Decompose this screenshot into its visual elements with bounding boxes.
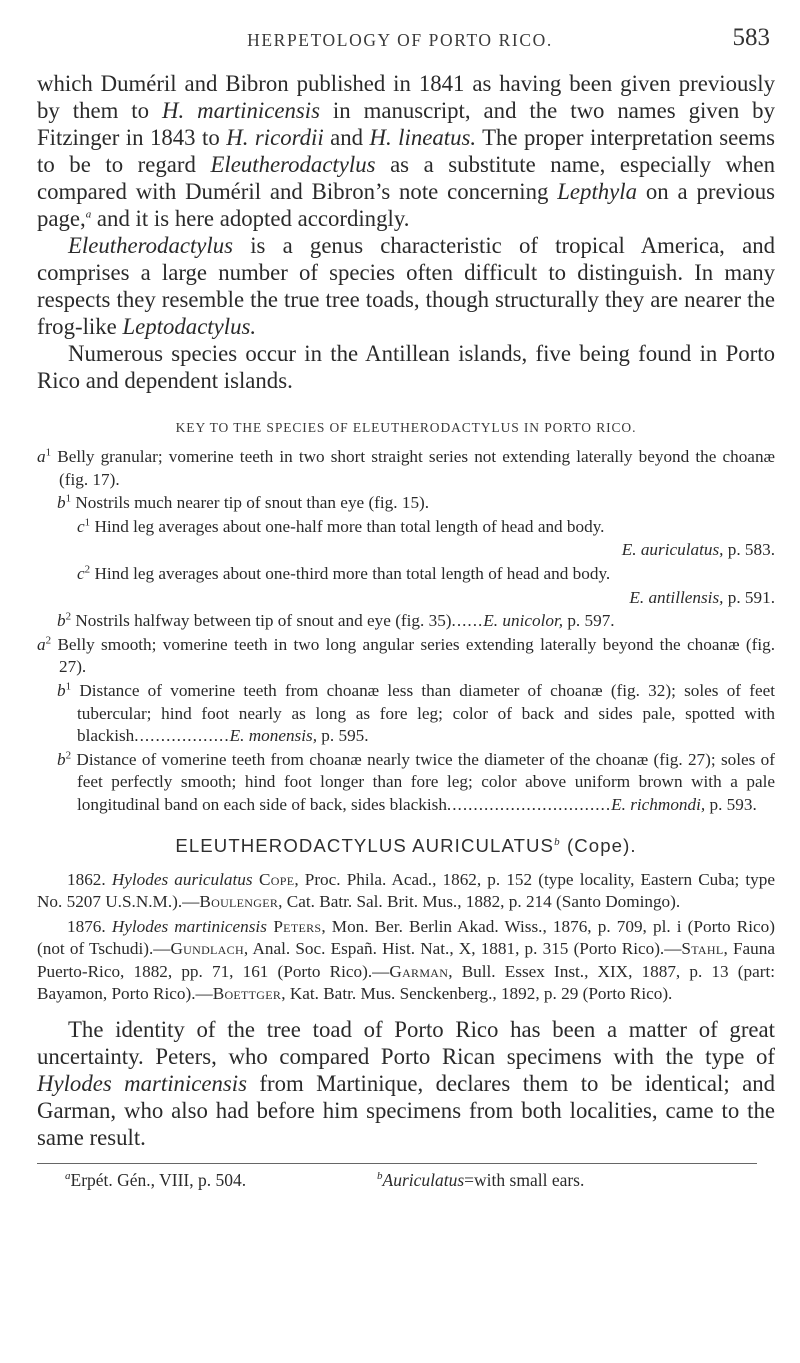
key-label-index: 1	[84, 516, 91, 529]
footnote-text: Erpét. Gén., VIII, p. 504.	[70, 1170, 247, 1191]
citation-text: , Kat. Batr. Mus. Senckenberg., 1892, p. 29 (Porto Rico).	[281, 984, 673, 1004]
text-run: as a substitute name, especially when compared with Duméril and Bibron’s note concerning	[37, 152, 775, 204]
key-text: Nostrils much nearer tip of snout than eye (fig. 15).	[71, 493, 430, 513]
text-run: The identity of the tree toad of Porto Rico has been a matter of great uncertainty. Peters, who compared Porto Rican specimens with the type of	[37, 1017, 775, 1070]
synonym-year: 1876.	[67, 916, 112, 936]
footnote-marker: b	[554, 835, 561, 848]
footnote-marker: a	[65, 1170, 71, 1183]
key-entry-a2-b2	[37, 749, 775, 817]
footnote-term: Auriculatus	[382, 1170, 465, 1191]
taxon-name: H. lineatus.	[369, 125, 477, 150]
leader-dots: ......	[451, 611, 484, 631]
key-text: Belly granular; vomerine teeth in two short straight series not extending laterally beyond the choanæ (fig. 17).	[51, 447, 775, 489]
key-entry-b2	[37, 610, 775, 633]
key-label: a	[37, 447, 46, 466]
author-name: Stahl	[681, 939, 724, 959]
intro-paragraph-2	[37, 232, 775, 340]
citation-text: , Bull. Essex Inst., XIX, 1887, p. 13 (part: Bayamon, Porto Rico).—	[37, 961, 775, 1004]
text-run: which Duméril and Bibron published in 1841 as having been given previously by them to	[37, 71, 775, 123]
key-label-index: 1	[65, 492, 72, 505]
key-label: a	[37, 634, 46, 654]
citation-text: , Cat. Batr. Sal. Brit. Mus., 1882, p. 214 (Santo Domingo).	[278, 892, 681, 912]
page-body	[37, 70, 775, 1193]
footnote-b	[377, 1169, 584, 1191]
text-run: is a genus characteristic of tropical America, and comprises a large number of species often difficult to distinguish. In many respects they resemble the true tree toads, though structurally they are nearer the frog-like	[37, 233, 775, 339]
key-label: c	[77, 563, 85, 583]
species-name: E. unicolor,	[483, 611, 564, 631]
key-entry-b1	[37, 492, 775, 515]
page-number: 583	[732, 24, 770, 51]
author-name: Boettger	[212, 984, 282, 1004]
key-entry-a2-b1	[37, 680, 775, 748]
closing-paragraph	[37, 1016, 775, 1151]
key-result-c2	[37, 587, 775, 610]
author-name: Garman	[389, 961, 449, 981]
key-text: Nostrils halfway between tip of snout and eye (fig. 35)	[71, 611, 452, 631]
key-label-index: 2	[45, 634, 52, 647]
key-entry-c2	[37, 563, 775, 586]
page-ref: p. 593.	[705, 794, 757, 814]
species-key	[37, 446, 775, 817]
key-entry-a1	[37, 446, 775, 491]
species-authority: (Cope).	[560, 834, 637, 856]
key-label-index: 1	[65, 680, 72, 693]
synonym-name: Hylodes martinicensis	[111, 916, 267, 936]
author-name: Cope	[252, 869, 295, 889]
running-head	[0, 22, 800, 62]
page-ref: p. 597.	[563, 611, 615, 631]
page-ref: p. 591.	[723, 587, 775, 607]
species-name: E. antillensis,	[629, 587, 724, 607]
citation-text: , Mon. Ber. Berlin Akad. Wiss., 1876, p. 709, pl. i (Porto Rico) (not of Tschudi).—	[37, 916, 775, 959]
citation-text: , Proc. Phila. Acad., 1862, p. 152 (type locality, Eastern Cuba; type No. 5207 U.S.N.M.).—	[37, 869, 775, 912]
key-label: c	[77, 516, 85, 536]
page-ref: p. 583.	[723, 540, 775, 560]
key-heading: KEY TO THE SPECIES OF ELEUTHERODACTYLUS IN PORTO RICO.	[175, 420, 637, 435]
footnote-marker: a	[85, 208, 92, 221]
synonym-year: 1862.	[67, 869, 112, 889]
citation-text: , Anal. Soc. Españ. Hist. Nat., X, 1881, p. 315 (Porto Rico).—	[243, 939, 682, 959]
author-name: Boulenger	[199, 892, 279, 912]
footnote-text: =with small ears.	[464, 1170, 585, 1191]
taxon-name: H. martinicensis	[161, 98, 320, 123]
key-label: b	[57, 611, 66, 631]
taxon-name: Leptodactylus.	[122, 314, 257, 339]
key-label: b	[57, 749, 66, 769]
synonymy-1876	[37, 916, 775, 1006]
species-name: E. monensis,	[229, 726, 317, 746]
taxon-name: Eleutherodactylus	[68, 233, 234, 258]
footnote-rule	[37, 1163, 757, 1164]
text-run: on a previous page,	[37, 179, 775, 231]
synonymy-1862	[37, 869, 775, 914]
taxon-name: Hylodes martinicensis	[37, 1071, 247, 1097]
species-heading	[37, 835, 775, 857]
key-label: b	[57, 680, 66, 700]
text-run: and it is here adopted accordingly.	[91, 206, 410, 231]
footnotes	[37, 1169, 775, 1193]
footnote-marker: b	[377, 1170, 383, 1183]
page-ref: p. 595.	[317, 726, 369, 746]
intro-paragraph-3: Numerous species occur in the Antillean islands, five being found in Porto Rico and dependent islands.	[37, 341, 775, 393]
taxon-name: Lepthyla	[557, 179, 638, 204]
key-entry-c1	[37, 516, 775, 539]
author-name: Peters	[266, 916, 322, 936]
key-label: b	[57, 493, 66, 513]
author-name: Gundlach	[170, 939, 244, 959]
taxon-name: Eleutherodactylus	[210, 152, 376, 177]
leader-dots: ...............................	[446, 794, 612, 814]
key-text: Hind leg averages about one-half more than total length of head and body.	[90, 516, 605, 536]
key-text: Belly smooth; vomerine teeth in two long angular series extending laterally beyond the choanæ (fig. 27).	[51, 634, 775, 677]
running-title: HERPETOLOGY OF PORTO RICO.	[247, 30, 553, 50]
text-run: from Martinique, declares them to be identical; and Garman, who also had before him specimens from both localities, came to the same result.	[37, 1071, 775, 1151]
species-title: ELEUTHERODACTYLUS AURICULATUS	[175, 834, 555, 856]
synonym-name: Hylodes auriculatus	[111, 869, 253, 889]
text-run: and	[323, 125, 370, 150]
intro-paragraph-1	[37, 70, 775, 232]
key-label-index: 2	[65, 748, 72, 761]
species-name: E. richmondi,	[611, 794, 706, 814]
key-text: Distance of vomerine teeth from choanæ nearly twice the diameter of the choanæ (fig. 27); soles of feet perfectly smooth; hind foot longer than fore leg; color above uniform brown with a pale longitudinal band on each side of back, sides blackish	[71, 749, 775, 814]
key-entry-a2	[37, 634, 775, 679]
key-label-index: 2	[65, 610, 72, 623]
footnote-a	[65, 1169, 246, 1191]
key-text: Distance of vomerine teeth from choanæ less than diameter of choanæ (fig. 32); soles of feet tubercular; hind foot nearly as long as fore leg; color of back and sides pale, spotted with blackish	[71, 680, 775, 746]
leader-dots: ..................	[134, 726, 230, 746]
key-label-index: 2	[84, 563, 91, 576]
taxon-name: H. ricordii	[226, 125, 324, 150]
text-run: in manuscript, and the two names given by Fitzinger in 1843 to	[37, 98, 775, 150]
key-text: Hind leg averages about one-third more than total length of head and body.	[90, 563, 611, 583]
text-run: The proper interpretation seems to be to regard	[37, 125, 775, 177]
key-label-index: 1	[45, 446, 52, 459]
species-name: E. auriculatus,	[621, 540, 724, 560]
citation-text: , Fauna Puerto-Rico, 1882, pp. 71, 161 (Porto Rico).—	[37, 939, 775, 981]
key-result-c1	[37, 539, 775, 562]
